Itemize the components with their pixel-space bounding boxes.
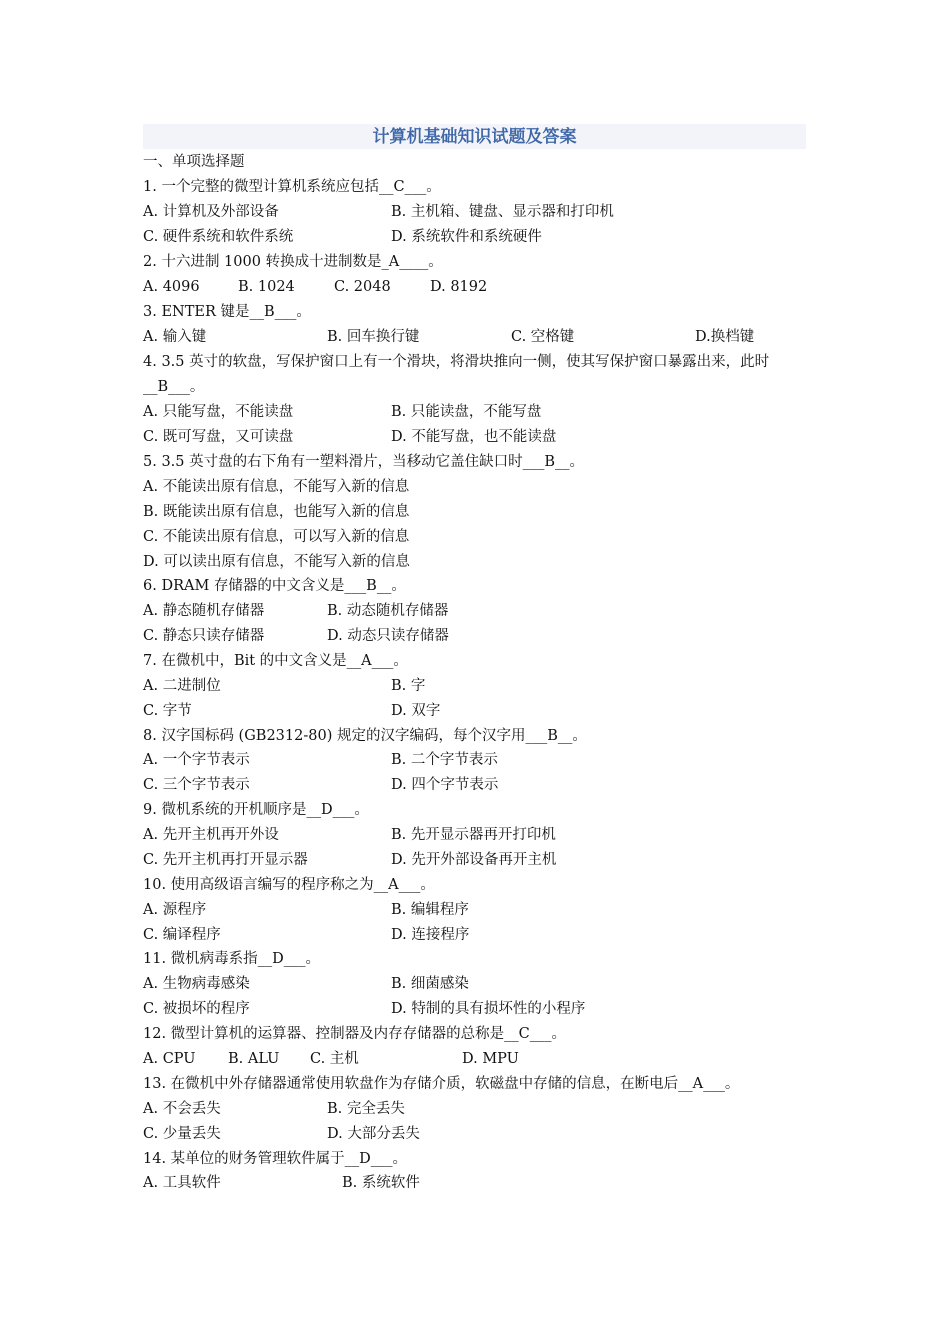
question-8-option-d: D. 四个字节表示 (391, 777, 499, 793)
question-10-stem: 10. 使用高级语言编写的程序称之为__A___。 (143, 877, 435, 893)
question-5-option-d: D. 可以读出原有信息，不能写入新的信息 (143, 554, 410, 570)
question-12-option-a: A. CPU (143, 1051, 196, 1067)
question-1-stem: 1. 一个完整的微型计算机系统应包括__C___。 (143, 179, 441, 195)
question-8-option-a: A. 一个字节表示 (143, 752, 250, 768)
question-6-option-b: B. 动态随机存储器 (327, 603, 449, 619)
question-2-option-d: D. 8192 (430, 279, 488, 295)
question-3-option-b: B. 回车换行键 (327, 329, 420, 345)
document-title: 计算机基础知识试题及答案 (372, 127, 577, 147)
question-14-option-b: B. 系统软件 (342, 1175, 420, 1191)
question-9-option-b: B. 先开显示器再开打印机 (391, 827, 556, 843)
question-12-option-b: B. ALU (228, 1051, 280, 1067)
question-5-option-b: B. 既能读出原有信息，也能写入新的信息 (143, 504, 410, 520)
question-4-stem-continued: __B___。 (143, 379, 205, 395)
question-1-option-d: D. 系统软件和系统硬件 (391, 229, 542, 245)
question-11-option-c: C. 被损坏的程序 (143, 1001, 250, 1017)
question-4-option-b: B. 只能读盘，不能写盘 (391, 404, 542, 420)
question-13-option-a: A. 不会丢失 (143, 1101, 221, 1117)
question-5-stem: 5. 3.5 英寸盘的右下角有一塑料滑片，当移动它盖住缺口时___B__。 (143, 454, 585, 470)
question-5-option-c: C. 不能读出原有信息，可以写入新的信息 (143, 529, 410, 545)
question-4-option-c: C. 既可写盘，又可读盘 (143, 429, 294, 445)
question-1-option-b: B. 主机箱、键盘、显示器和打印机 (391, 204, 614, 220)
question-8-stem: 8. 汉字国标码 (GB2312-80) 规定的汉字编码，每个汉字用___B__。 (143, 728, 587, 744)
question-4-option-a: A. 只能写盘，不能读盘 (143, 404, 294, 420)
question-1-option-c: C. 硬件系统和软件系统 (143, 229, 294, 245)
question-3-stem: 3. ENTER 键是__B___。 (143, 304, 311, 320)
question-9-option-a: A. 先开主机再开外设 (143, 827, 279, 843)
question-4-option-d: D. 不能写盘，也不能读盘 (391, 429, 557, 445)
question-7-option-d: D. 双字 (391, 703, 441, 719)
question-11-option-d: D. 特制的具有损坏性的小程序 (391, 1001, 586, 1017)
question-8-option-c: C. 三个字节表示 (143, 777, 250, 793)
question-2-option-a: A. 4096 (143, 279, 200, 295)
question-10-option-d: D. 连接程序 (391, 927, 470, 943)
question-12-option-c: C. 主机 (310, 1051, 359, 1067)
question-7-option-a: A. 二进制位 (143, 678, 221, 694)
question-11-option-b: B. 细菌感染 (391, 976, 469, 992)
question-2-option-c: C. 2048 (334, 279, 391, 295)
question-4-stem: 4. 3.5 英寸的软盘，写保护窗口上有一个滑块，将滑块推向一侧，使其写保护窗口暴露出来，此时 (143, 354, 770, 370)
question-9-option-c: C. 先开主机再打开显示器 (143, 852, 308, 868)
question-3-option-d: D.换档键 (695, 329, 755, 345)
question-3-option-a: A. 输入键 (143, 329, 207, 345)
question-6-stem: 6. DRAM 存储器的中文含义是___B__。 (143, 578, 406, 594)
question-14-stem: 14. 某单位的财务管理软件属于__D___。 (143, 1151, 408, 1167)
question-7-stem: 7. 在微机中，Bit 的中文含义是__A___。 (143, 653, 408, 669)
question-6-option-d: D. 动态只读存储器 (327, 628, 449, 644)
question-9-option-d: D. 先开外部设备再开主机 (391, 852, 557, 868)
question-7-option-b: B. 字 (391, 678, 426, 694)
question-8-option-b: B. 二个字节表示 (391, 752, 498, 768)
question-6-option-a: A. 静态随机存储器 (143, 603, 265, 619)
question-12-option-d: D. MPU (462, 1051, 519, 1067)
question-9-stem: 9. 微机系统的开机顺序是__D___。 (143, 802, 369, 818)
question-5-option-a: A. 不能读出原有信息，不能写入新的信息 (143, 479, 410, 495)
question-1-option-a: A. 计算机及外部设备 (143, 204, 279, 220)
section-heading: 一、单项选择题 (143, 154, 245, 170)
question-13-stem: 13. 在微机中外存储器通常使用软盘作为存储介质，软磁盘中存储的信息，在断电后__A___。 (143, 1076, 740, 1092)
question-6-option-c: C. 静态只读存储器 (143, 628, 265, 644)
question-2-stem: 2. 十六进制 1000 转换成十进制数是_A____。 (143, 254, 443, 270)
question-13-option-c: C. 少量丢失 (143, 1126, 221, 1142)
question-10-option-c: C. 编译程序 (143, 927, 221, 943)
question-3-option-c: C. 空格键 (511, 329, 575, 345)
question-10-option-b: B. 编辑程序 (391, 902, 469, 918)
question-12-stem: 12. 微型计算机的运算器、控制器及内存存储器的总称是__C___。 (143, 1026, 567, 1042)
question-2-option-b: B. 1024 (238, 279, 295, 295)
question-13-option-b: B. 完全丢失 (327, 1101, 405, 1117)
question-7-option-c: C. 字节 (143, 703, 192, 719)
question-11-stem: 11. 微机病毒系指__D___。 (143, 951, 321, 967)
question-10-option-a: A. 源程序 (143, 902, 207, 918)
question-13-option-d: D. 大部分丢失 (327, 1126, 420, 1142)
question-14-option-a: A. 工具软件 (143, 1175, 221, 1191)
question-11-option-a: A. 生物病毒感染 (143, 976, 250, 992)
